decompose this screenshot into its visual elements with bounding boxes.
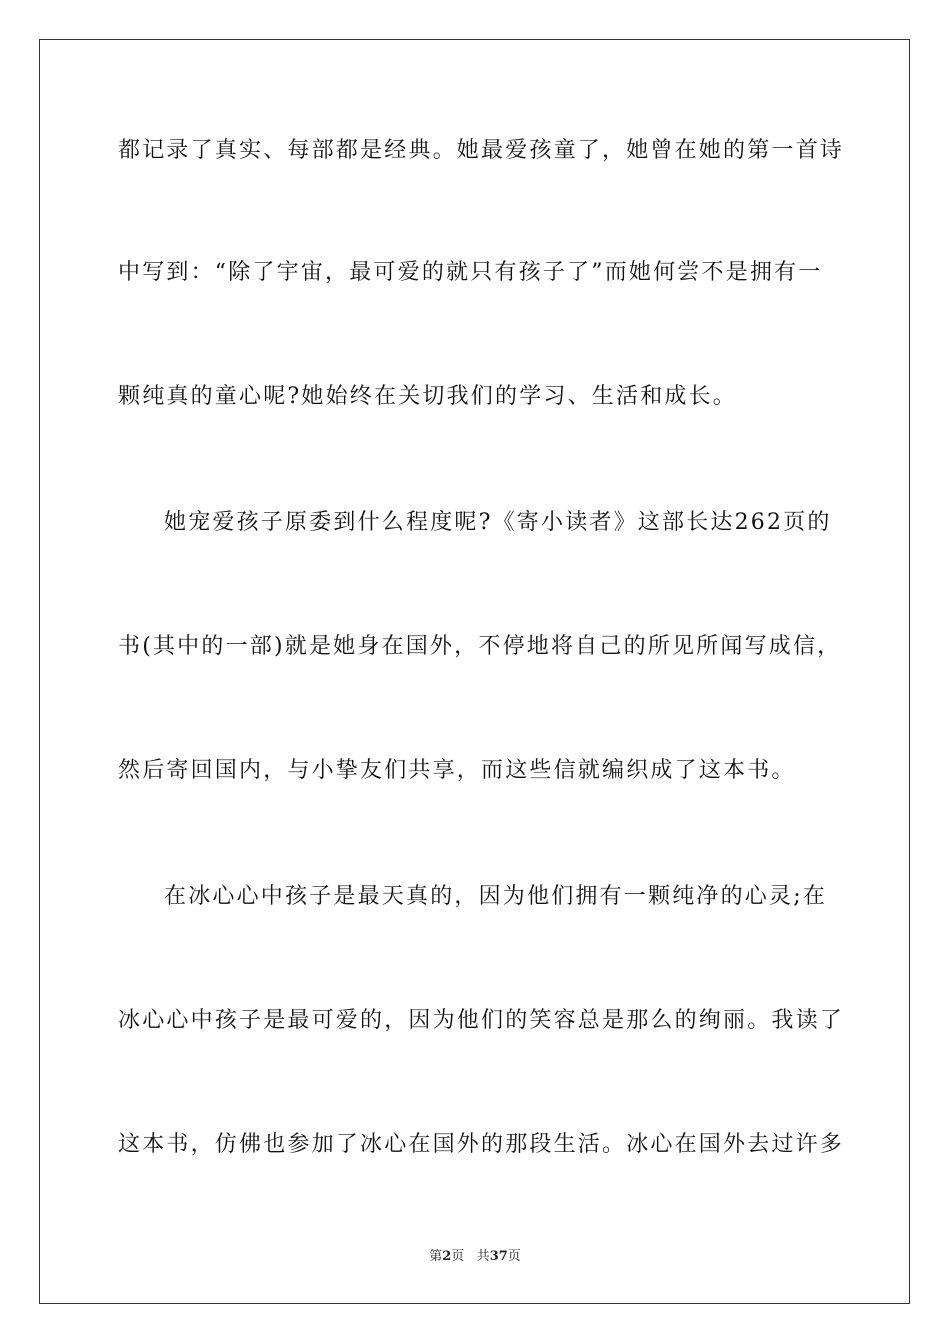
page-suffix: 页 [451,1249,465,1264]
text-line-3: 颗纯真的童心呢?她始终在关切我们的学习、生活和成长。 [118,384,737,409]
total-prefix: 共 [476,1249,490,1264]
text-line-6: 然后寄回国内，与小挚友们共享，而这些信就编织成了这本书。 [118,758,796,783]
text-line-9: 这本书，仿佛也参加了冰心在国外的那段生活。冰心在国外去过许多 [118,1132,845,1157]
text-line-5: 书(其中的一部)就是她身在国外，不停地将自己的所见所闻写成信， [118,634,842,659]
page-prefix: 第 [429,1249,443,1264]
page-number: 2 [442,1249,452,1264]
page-footer [0,1248,950,1266]
text-line-2: 中写到：“除了宇宙，最可爱的就只有孩子了”而她何尝不是拥有一 [118,260,823,285]
total-pages: 37 [489,1249,508,1264]
page-border [39,39,910,1304]
total-suffix: 页 [507,1249,521,1264]
text-line-4: 她宠爱孩子原委到什么程度呢?《寄小读者》这部长达262页的 [164,510,832,535]
text-line-1: 都记录了真实、每部都是经典。她最爱孩童了，她曾在她的第一首诗 [118,138,845,163]
text-line-7: 在冰心心中孩子是最天真的，因为他们拥有一颗纯净的心灵;在 [164,884,828,909]
text-line-8: 冰心心中孩子是最可爱的，因为他们的笑容总是那么的绚丽。我读了 [118,1008,845,1033]
